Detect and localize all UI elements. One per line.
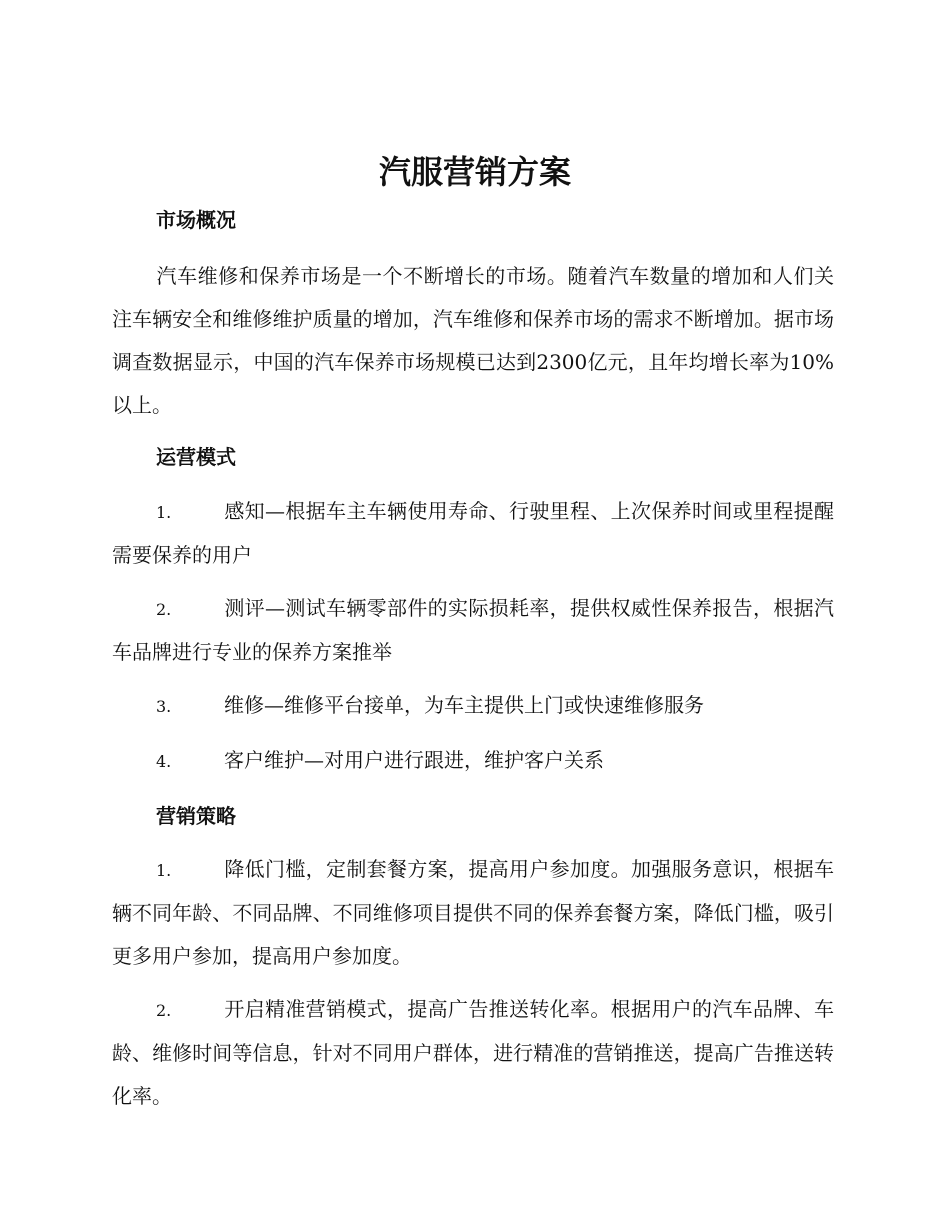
list-item-number: 2. [156,600,172,619]
list-item-text: 测评—测试车辆零部件的实际损耗率，提供权威性保养报告，根据汽车品牌进行专业的保养方案推举 [112,596,834,664]
list-item-number: 3. [156,697,172,716]
list-item [112,739,834,783]
market-overview-text: 汽车维修和保养市场是一个不断增长的市场。随着汽车数量的增加和人们关注车辆安全和维修维护质量的增加，汽车维修和保养市场的需求不断增加。据市场调查数据显示，中国的汽车保养市场规模已达到2300亿元，且年均增长率为10%以上。 [112,264,834,417]
document-title: 汽服营销方案 [378,153,571,191]
section-heading-operation-mode: 运营模式 [156,445,236,469]
section-heading-market-overview: 市场概况 [156,208,236,232]
list-item-text: 客户维护—对用户进行跟进，维护客户关系 [224,748,604,772]
list-item [112,490,834,577]
list-item [112,848,834,978]
list-item [112,988,834,1118]
list-item-text: 降低门槛，定制套餐方案，提高用户参加度。加强服务意识，根据车辆不同年龄、不同品牌、不同维修项目提供不同的保养套餐方案，降低门槛，吸引更多用户参加，提高用户参加度。 [112,857,834,968]
list-item-text: 维修—维修平台接单，为车主提供上门或快速维修服务 [224,693,704,717]
market-overview-paragraph [112,255,834,427]
list-item-number: 1. [156,861,172,880]
section-heading-marketing-strategy: 营销策略 [156,804,236,828]
list-item [112,587,834,674]
list-item-text: 开启精准营销模式，提高广告推送转化率。根据用户的汽车品牌、车龄、维修时间等信息，针对不同用户群体，进行精准的营销推送，提高广告推送转化率。 [112,997,834,1108]
list-item-number: 1. [156,503,172,522]
list-item-text: 感知—根据车主车辆使用寿命、行驶里程、上次保养时间或里程提醒需要保养的用户 [112,499,834,567]
list-item [112,684,834,728]
list-item-number: 2. [156,1001,172,1020]
list-item-number: 4. [156,752,172,771]
